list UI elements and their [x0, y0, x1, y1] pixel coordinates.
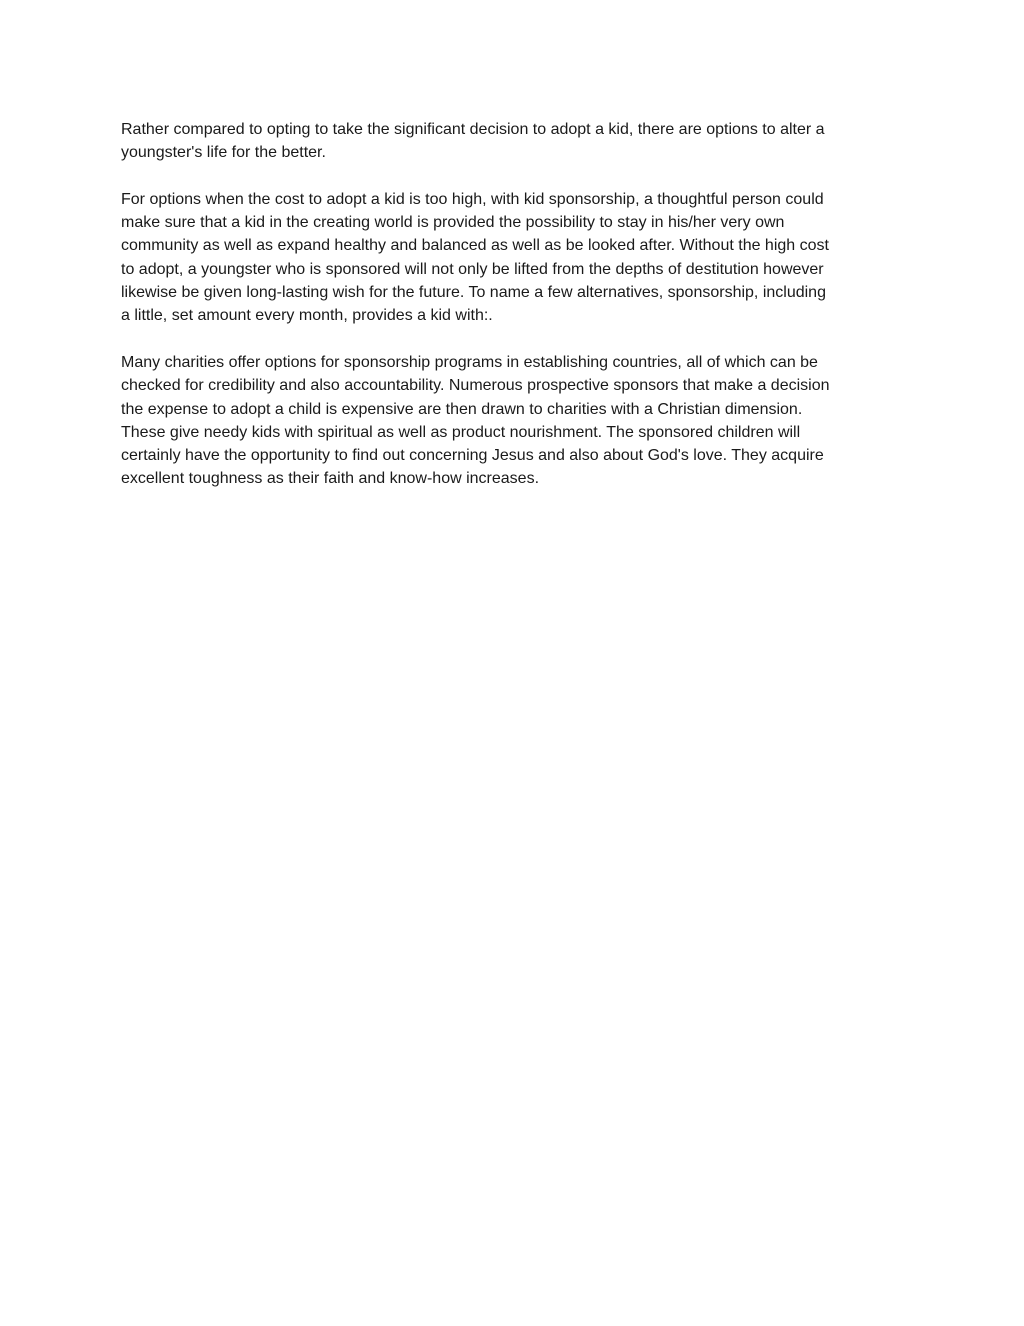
paragraph-line: community as well as expand healthy and balanced as well as be looked after. Without the high cost: [121, 237, 829, 255]
paragraph-line: Rather compared to opting to take the significant decision to adopt a kid, there are options to alter a: [121, 121, 825, 138]
paragraph-line: Many charities offer options for sponsorship programs in establishing countries, all of which can be: [121, 353, 818, 371]
paragraph-line: to adopt, a youngster who is sponsored will not only be lifted from the depths of destitution however: [121, 260, 824, 278]
paragraph-line: For options when the cost to adopt a kid is too high, with kid sponsorship, a thoughtful person could: [121, 190, 824, 208]
paragraph-line: make sure that a kid in the creating world is provided the possibility to stay in his/her very own: [121, 214, 785, 232]
paragraph-2: [121, 188, 911, 328]
paragraph-line: youngster's life for the better.: [121, 144, 326, 162]
paragraph-line: These give needy kids with spiritual as well as product nourishment. The sponsored children will: [121, 423, 801, 441]
paragraph-line: excellent toughness as their faith and know-how increases.: [121, 470, 540, 488]
paragraph-line: the expense to adopt a child is expensive are then drawn to charities with a Christian dimension.: [121, 400, 803, 418]
paragraph-3: [121, 351, 911, 491]
paragraph-line: certainly have the opportunity to find out concerning Jesus and also about God's love. They acquire: [121, 447, 824, 465]
document-body: [121, 118, 911, 491]
paragraph-line: a little, set amount every month, provides a kid with:.: [121, 307, 493, 325]
paragraph-line: checked for credibility and also accountability. Numerous prospective sponsors that make a decision: [121, 377, 830, 395]
paragraph-1: [121, 118, 911, 165]
paragraph-line: likewise be given long-lasting wish for the future. To name a few alternatives, sponsorship, including: [121, 284, 826, 302]
